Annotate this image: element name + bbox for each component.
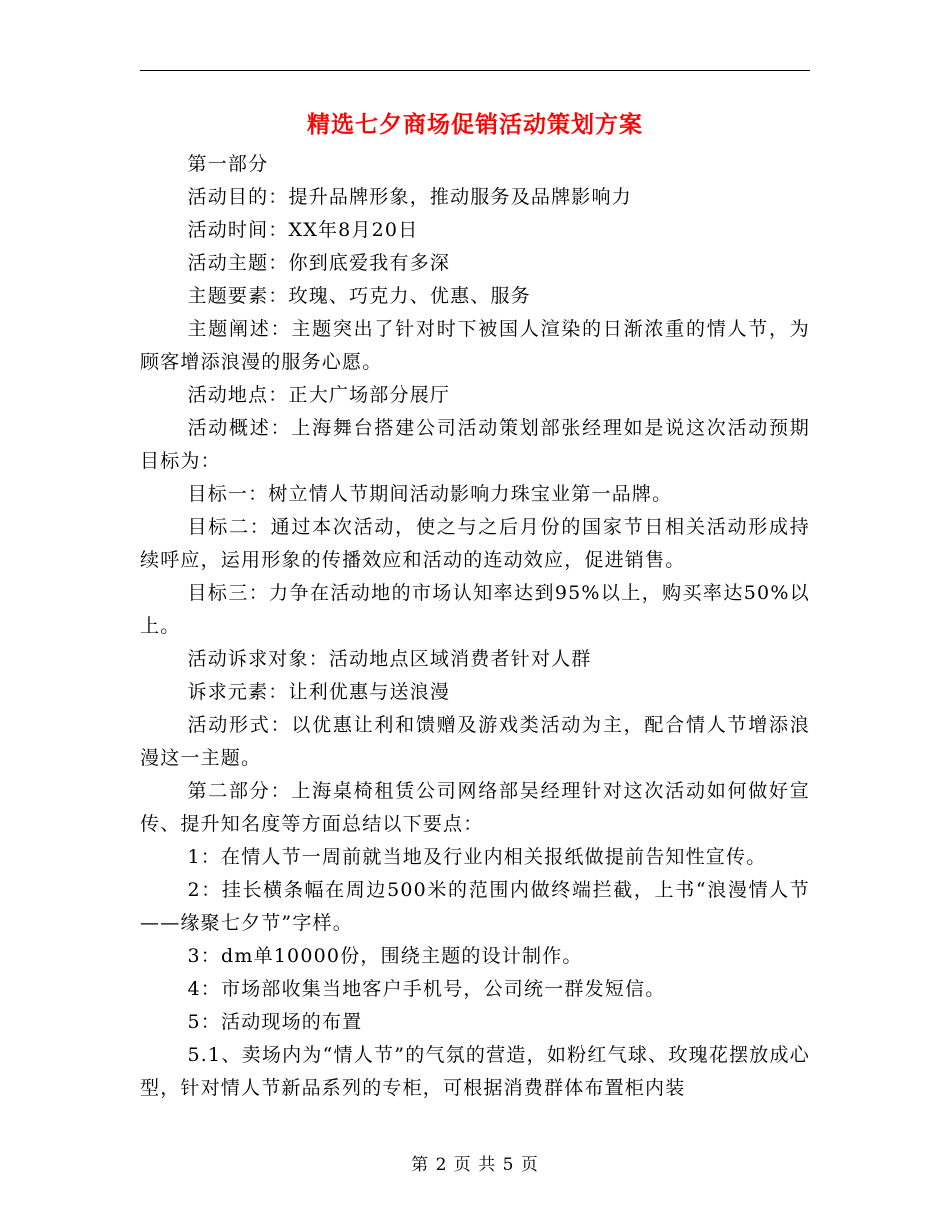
paragraph: 4：市场部收集当地客户手机号，公司统一群发短信。 xyxy=(187,978,666,1000)
paragraph: 主题阐述：主题突出了针对时下被国人渲染的日渐浓重的情人节，为顾客增添浪漫的服务心愿。 xyxy=(140,318,810,373)
paragraph: 活动地点：正大广场部分展厅 xyxy=(187,384,451,406)
paragraph: 第二部分：上海桌椅租赁公司网络部吴经理针对这次活动如何做好宣传、提升知名度等方面总结以下要点： xyxy=(140,780,810,835)
paragraph: 目标三：力争在活动地的市场认知率达到95%以上，购买率达50%以上。 xyxy=(140,582,810,637)
paragraph: 活动主题：你到底爱我有多深 xyxy=(187,252,451,274)
document-body xyxy=(140,148,810,1105)
page-number-footer: 第 2 页 共 5 页 xyxy=(411,1155,539,1175)
paragraph: 活动形式：以优惠让利和馈赠及游戏类活动为主，配合情人节增添浪漫这一主题。 xyxy=(140,714,810,769)
paragraph: 5：活动现场的布置 xyxy=(187,1011,363,1033)
paragraph: 诉求元素：让利优惠与送浪漫 xyxy=(187,681,451,703)
paragraph: 目标二：通过本次活动，使之与之后月份的国家节日相关活动形成持续呼应，运用形象的传播效应和活动的连动效应，促进销售。 xyxy=(140,516,810,571)
paragraph: 活动目的：提升品牌形象，推动服务及品牌影响力 xyxy=(187,186,632,208)
paragraph: 活动概述：上海舞台搭建公司活动策划部张经理如是说这次活动预期目标为： xyxy=(140,417,810,472)
paragraph: 第一部分 xyxy=(187,153,269,175)
paragraph: 活动诉求对象：活动地点区域消费者针对人群 xyxy=(187,648,592,670)
document-title: 精选七夕商场促销活动策划方案 xyxy=(307,111,643,138)
paragraph: 2：挂长横条幅在周边500米的范围内做终端拦截，上书“浪漫情人节——缘聚七夕节”字样。 xyxy=(140,879,810,934)
paragraph: 目标一：树立情人节期间活动影响力珠宝业第一品牌。 xyxy=(187,483,673,505)
paragraph: 主题要素：玫瑰、巧克力、优惠、服务 xyxy=(187,285,531,307)
header-rule xyxy=(140,70,810,71)
paragraph: 3：dm单10000份，围绕主题的设计制作。 xyxy=(187,945,583,967)
paragraph: 5.1、卖场内为“情人节”的气氛的营造，如粉红气球、玫瑰花摆放成心型，针对情人节新品系列的专柜，可根据消费群体布置柜内装 xyxy=(140,1044,810,1099)
paragraph: 1：在情人节一周前就当地及行业内相关报纸做提前告知性宣传。 xyxy=(187,846,767,868)
paragraph: 活动时间：XX年8月20日 xyxy=(187,219,419,241)
